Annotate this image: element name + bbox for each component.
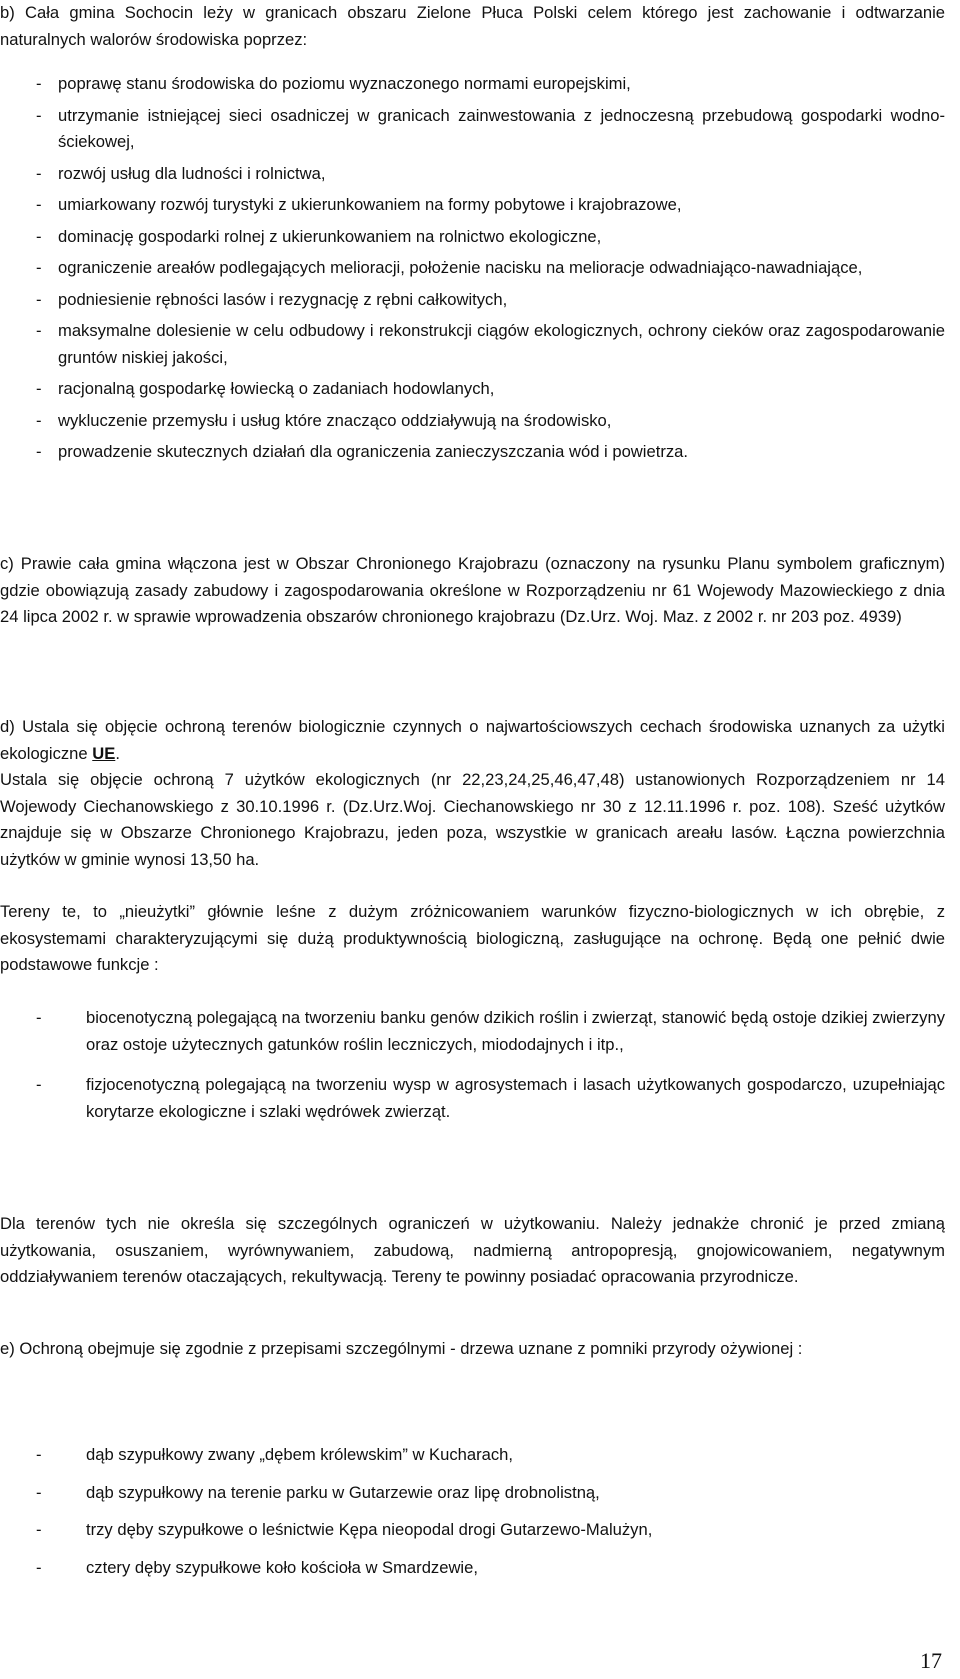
list-item: - wykluczenie przemysłu i usług które znacząco oddziaływują na środowisko, [36,410,612,430]
list-item: - dąb szypułkowy na terenie parku w Gutarzewie oraz lipę drobnolistną, [36,1482,600,1502]
paragraph-d-detail: Ustala się objęcie ochroną 7 użytków ekologicznych (nr 22,23,24,25,46,47,48) ustanowionych Rozporządzeniem nr 14 Wojewody Ciechanowskiego z 30.10.1996 r. (Dz.Urz.Woj. Ciechanowskiego nr 30 z 12.11.1996 r. poz. 108). Sześć użytków znajduje się w Obszarze Chronionego Krajobrazu, jeden poza, wszystkie w granicach areału lasów. Łączna powierzchnia użytków w gminie wynosi 13,50 ha. [0,770,945,869]
list-item: - dominację gospodarki rolnej z ukierunkowaniem na rolnictwo ekologiczne, [36,226,602,246]
list-item: - maksymalne dolesienie w celu odbudowy i rekonstrukcji ciągów ekologicznych, ochrony cieków oraz zagospodarowanie gruntów niskiej jakości, [36,321,945,367]
list-b [36,71,945,466]
paragraph-d-functions: Tereny te, to „nieużytki” głównie leśne z dużym zróżnicowaniem warunków fizyczno-biologicznych w ich obrębie, z ekosystemami charakteryzującymi się dużą produktywnością biologiczną, zasługujące na ochronę. Będą one pełnić dwie podstawowe funkcje : [0,902,945,974]
paragraph-d-restrictions: Dla terenów tych nie określa się szczególnych ograniczeń w użytkowaniu. Należy jednakże chronić je przed zmianą użytkowania, osuszaniem, wyrównywaniem, zabudową, nadmierną antropopresją, gnojowicowaniem, negatywnym oddziaływaniem terenów otaczających, rekultywacją. Tereny te powinny posiadać opracowania przyrodnicze. [0,1214,945,1286]
paragraph-c: c) Prawie cała gmina włączona jest w Obszar Chronionego Krajobrazu (oznaczony na rysunku Planu symbolem graficznym) gdzie obowiązują zasady zabudowy i zagospodarowania określone w Rozporządzeniu nr 61 Wojewody Mazowieckiego z dnia 24 lipca 2002 r. w sprawie wprowadzenia obszarów chronionego krajobrazu (Dz.Urz. Woj. Maz. z 2002 r. nr 203 poz. 4939) [0,554,945,626]
list-item: - ograniczenie areałów podlegających melioracji, położenie nacisku na melioracje odwadniająco-nawadniające, [36,258,863,277]
list-item: - umiarkowany rozwój turystyki z ukierunkowaniem na formy pobytowe i krajobrazowe, [36,195,682,214]
list-item: - utrzymanie istniejącej sieci osadniczej w granicach zainwestowania z jednoczesną przebudową gospodarki wodno-ściekowej, [36,105,945,151]
list-item: - trzy dęby szypułkowe o leśnictwie Kępa nieopodal drogi Gutarzewo-Malużyn, [36,1520,653,1539]
list-item: - cztery dęby szypułkowe koło kościoła w Smardzewie, [36,1557,478,1577]
paragraph-d: d) Ustala się objęcie ochroną terenów biologicznie czynnych o najwartościowszych cechach środowiska uznanych za użytki ekologiczne UE. [0,717,945,763]
list-item: - prowadzenie skutecznych działań dla ograniczenia zanieczyszczania wód i powietrza. [36,442,688,461]
list-item: - biocenotyczną polegającą na tworzeniu banku genów dzikich roślin i zwierząt, stanowić będą ostoje dzikiej zwierzyny oraz ostoje użytecznych gatunków roślin leczniczych, miododajnych i itp., [36,1008,945,1054]
list-item: - rozwój usług dla ludności i rolnictwa, [36,163,326,183]
list-item: - fizjocenotyczną polegającą na tworzeniu wysp w agrosystemach i lasach użytkowanych gospodarczo, uzupełniając korytarze ekologiczne i szlaki wędrówek zwierząt. [36,1075,945,1121]
list-e [36,1442,945,1581]
list-item: - racjonalną gospodarkę łowiecką o zadaniach hodowlanych, [36,379,495,398]
list-item: - podniesienie rębności lasów i rezygnację z rębni całkowitych, [36,289,508,309]
list-d [36,1005,945,1125]
paragraph-e: e) Ochroną obejmuje się zgodnie z przepisami szczególnymi - drzewa uznane z pomniki przyrody ożywionej : [0,1339,803,1358]
page-number: 17 [920,1648,942,1673]
list-item: - poprawę stanu środowiska do poziomu wyznaczonego normami europejskimi, [36,74,631,93]
paragraph-b: b) Cała gmina Sochocin leży w granicach obszaru Zielone Płuca Polski celem którego jest zachowanie i odtwarzanie naturalnych walorów środowiska poprzez: [0,3,945,49]
list-item: - dąb szypułkowy zwany „dębem królewskim” w Kucharach, [36,1445,513,1464]
ue-symbol: UE [92,743,116,763]
